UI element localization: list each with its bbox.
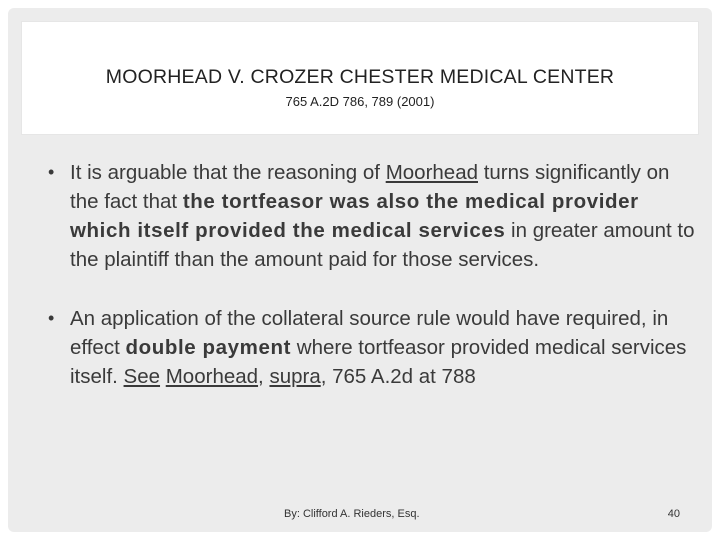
slide-footer: By: Clifford A. Rieders, Esq. xyxy=(284,508,420,520)
case-name-moorhead: Moorhead xyxy=(385,161,478,184)
bullet-2-text: An application of the collateral source rule would have required, in effect xyxy=(70,307,669,359)
bullet-1-text: It is arguable that the reasoning of xyxy=(70,161,386,184)
bullet-list xyxy=(48,158,698,421)
bullet-icon: • xyxy=(48,308,55,328)
citation-moorhead: Moorhead xyxy=(165,365,259,388)
bullet-2-comma: , xyxy=(258,365,270,388)
slide-subtitle: 765 A.2D 786, 789 (2001) xyxy=(285,94,435,109)
slide xyxy=(8,8,712,532)
bullet-2-cite: , 765 A.2d at 788 xyxy=(320,365,476,388)
title-box xyxy=(22,22,698,134)
bullet-icon: • xyxy=(48,162,55,182)
citation-supra: supra xyxy=(269,365,321,388)
bullet-1-text-2: turns significantly on the fact that xyxy=(70,161,670,213)
bullet-2-text-2: where tortfeasor provided medical services itself. xyxy=(70,336,687,388)
bullet-item-1 xyxy=(48,158,698,274)
page-number: 40 xyxy=(667,508,680,520)
bullet-1-bold: the tortfeasor was also the medical provider which itself provided the medical services xyxy=(70,190,639,242)
bullet-item-2 xyxy=(48,304,698,391)
bullet-2-bold: double payment xyxy=(125,336,292,359)
bullet-1-text-3: in greater amount to the plaintiff than the amount paid for those services. xyxy=(70,219,695,271)
citation-see: See xyxy=(123,365,161,388)
slide-title: MOORHEAD V. CROZER CHESTER MEDICAL CENTER xyxy=(105,66,615,88)
